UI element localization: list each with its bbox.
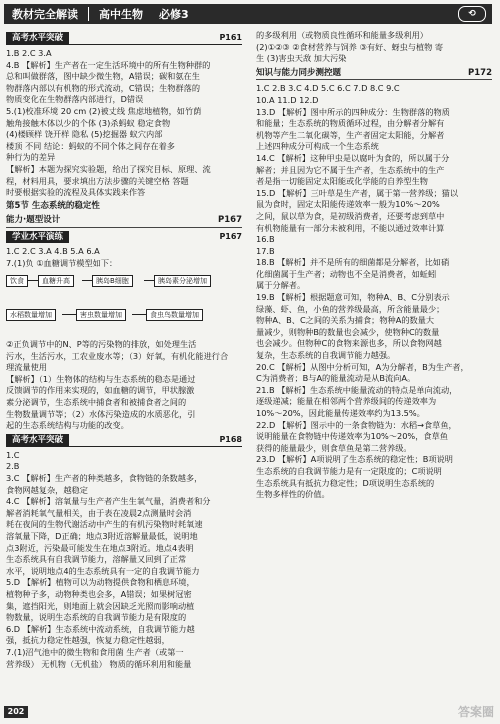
answer-line: 1.C 2.B 3.C 4.D 5.C 6.C 7.D 8.C 9.C: [256, 83, 400, 94]
answer-line: 13.D 【解析】图中所示的四种成分：生物群落的物质: [256, 106, 450, 117]
answer-line: 18.B 【解析】并不是所有的细菌都是分解者，比如硝: [256, 257, 450, 268]
answer-line: 2.B: [6, 461, 20, 472]
header-divider: [88, 7, 89, 21]
diagram-arrow: [132, 314, 146, 315]
section-label: 学业水平演练: [6, 231, 69, 243]
subsection-page-ref: P167: [218, 215, 242, 226]
logo-icon: ⟲: [458, 6, 486, 22]
feedback-diagram: [6, 271, 242, 337]
section-page-ref: P161: [219, 33, 242, 43]
section-head: [256, 68, 492, 81]
answer-line: 也会减少。但物种C的食物来源也多，所以食物网越: [256, 338, 442, 349]
answer-line: 楼顶 不同 结论：蚂蚁的不同个体之间存在着多: [6, 140, 175, 151]
section-bar: [6, 434, 242, 447]
answer-line: 10.A 11.D 12.D: [256, 94, 319, 105]
answer-line: 21.B 【解析】生态系统中能量流动的特点是单向流动，: [256, 384, 458, 395]
answer-line: 点3附近，污染最可能发生在地点3附近。地点4表明: [6, 542, 194, 553]
answer-line: C为消费者；B与A的能量流动是从B流向A。: [256, 373, 416, 384]
section-label: 高考水平突破: [6, 32, 69, 44]
diagram-box: 水稻数量增加: [6, 309, 56, 321]
diagram-arrow: [82, 280, 92, 281]
section-bar: [6, 32, 242, 45]
subject-title: 高中生物: [99, 8, 143, 21]
diagram-box: 害虫数量增加: [76, 309, 126, 321]
answer-line: 营养级） 无机物（无机盐） 物质的循环利用和能量: [6, 658, 192, 669]
section-label: 知识与能力同步测控题: [256, 67, 342, 78]
answer-line: 解者消耗氧气量相关，由于表在凌晨2点测量时会消: [6, 507, 192, 518]
answer-line: 20.C 【解析】从图中分析可知，A为分解者，B为生产者，: [256, 361, 469, 372]
answer-line: 22.D 【解析】图示中的一条食物链为：水稻→食草鱼，: [256, 419, 457, 430]
answer-line: 水平，说明地点4的生态系统具有一定的自我调节能力: [6, 565, 200, 576]
section-page-ref: P167: [219, 232, 242, 242]
answer-line: 属于分解者。: [256, 280, 306, 291]
answer-line: 5.(1)校准环境 20 cm (2)被丈线 焦虑地植物，如竹荫: [6, 105, 202, 116]
diagram-box: 胰岛素分泌增加: [154, 275, 211, 287]
answer-line: (4)楼顾样 饶开样 隐私 (5)挖掘器 蚁穴内部: [6, 129, 163, 140]
section-page-ref: P168: [219, 435, 242, 445]
diagram-arrow: [144, 280, 154, 281]
answer-line: 机物等产生二氧化碳等，生产者固定太阳能，分解者: [256, 129, 445, 140]
answer-line: 4.B 【解析】生产者在一定生活环境中的所有生物种群的: [6, 59, 211, 70]
chapter-title: 第5节 生态系统的稳定性: [6, 200, 100, 211]
section-bar: [6, 231, 242, 243]
answer-line: 有机物能量有一部分未被利用，不能以通过效率计算: [256, 222, 445, 233]
page-number: 202: [4, 706, 28, 718]
answer-line: 生 (3)害虫天敌 加大污染: [256, 53, 347, 64]
diagram-box: 食虫鸟数量增加: [146, 309, 203, 321]
answer-block: [6, 48, 242, 199]
answer-line: 物种A、B、C之间的关系为捕食；物种A的数量大: [256, 315, 435, 326]
answer-line: ②正负调节中的N、P等的污染物的排放，如处理生活: [6, 339, 197, 350]
answer-line: 的多级利用（或物质良性循环和能量多级利用）: [256, 30, 428, 40]
answer-line: 7.(1)沼气池中的微生物和食用菌 生产者（或第一: [6, 646, 184, 657]
answer-line: 生物多样性的价值。: [256, 489, 330, 500]
answer-line: 1.C: [6, 449, 20, 460]
answer-line: 3.C 【解析】生产者的种类越多，食物链的条数越多，: [6, 473, 203, 484]
answer-line: 1.B 2.C 3.A: [6, 48, 52, 58]
answer-line: 1.C 2.C 3.A 4.B 5.A 6.A: [6, 245, 100, 256]
answer-line: 上述四种成分可构成一个生态系统: [256, 141, 379, 152]
answer-line: 溶氧量下降，D正确；地点3附近溶解量最低，说明地: [6, 531, 198, 541]
answer-line: 逐级递减；能量在相邻两个营养级间的传递效率为: [256, 396, 437, 407]
answer-line: 物群落内部以有机物的形式流动，C错误；生物群落的: [6, 82, 201, 93]
answer-line: 16.B: [256, 234, 275, 245]
answer-line: 14.C 【解析】这种甲虫是以腐叶为食的，所以属于分: [256, 152, 450, 163]
answer-line: 和能量；生态系统的物质循环过程，由分解者分解有: [256, 118, 445, 129]
answer-line: 程，材料用具，要求填出方法步骤的关键空格 答题: [6, 175, 189, 186]
right-column: [256, 30, 492, 501]
answer-line: 之间，鼠以草为食，是初级消费者，还要考虑到草中: [256, 210, 445, 221]
page-header: [4, 4, 492, 24]
answer-line: 耗在夜间的生物代谢活动中产生的有机污染物时耗氧速: [6, 519, 203, 530]
answer-line: 起的生态系统结构与功能的改变。: [6, 420, 129, 431]
answer-line: 5.D 【解析】植物可以为动物提供食物和栖息环境，: [6, 577, 195, 588]
answer-line: 鼠为食时，固定太阳能传递效率一般为10%～20%: [256, 199, 440, 210]
answer-line: 总和叫做群落，图中缺少微生物，A错误；碳和氨在生: [6, 71, 200, 82]
answer-line: 集，遮挡阳光，则地面上就会因缺乏光照而影响动植: [6, 600, 195, 611]
diagram-box: 血糖升高: [38, 275, 74, 287]
answer-line: (2)①②③ ②食材营养与饲养 ③有好、蚜虫与植物 寄: [256, 41, 444, 52]
answer-line: 绿藻、虾、鱼，小鱼的营养级最高，所含能量最少；: [256, 303, 445, 314]
answer-line: 17.B: [256, 245, 275, 256]
section-label: 高考水平突破: [6, 434, 69, 446]
answer-line: 化细菌属于生产者；动物也不全是消费者，如蚯蚓: [256, 268, 437, 279]
answer-line: 复杂，生态系统的自我调节能力越强。: [256, 350, 396, 361]
diagram-box: 胰岛B细胞: [92, 275, 133, 287]
answer-line: 19.B 【解析】根据题意可知，物种A、B、C分别表示: [256, 292, 450, 303]
answer-line: 种行为的差异: [6, 152, 56, 163]
diagram-arrow: [28, 280, 38, 281]
answer-line: 10%～20%，因此能量传递效率约为13.5%。: [256, 408, 425, 418]
answer-line: 生态系统的自我调节能力是有一定限度的；C项说明: [256, 465, 442, 476]
answer-line: 物数量，说明生态系统的自我调节能力是有限度的: [6, 612, 187, 623]
answer-line: 反馈调节的作用来实现的，如血糖的调节，甲状腺激: [6, 385, 195, 396]
answer-line: 理流量使用: [6, 362, 47, 373]
answer-line: 4.C 【解析】溶氧量与生产者产生生氧气量，消费者和分: [6, 496, 211, 507]
watermark-logo: 答案圈: [457, 705, 494, 719]
subsection-head: [6, 215, 242, 228]
left-column: [6, 30, 242, 670]
answer-line: 解者；并且因为它不属于生产者，生态系统中的生产: [256, 164, 445, 175]
answer-line: 素分泌调节，生态系统中捕食者和被捕食者之间的: [6, 397, 187, 408]
answer-line: 量减少，则物种B的数量也会减少，使物种C的数量: [256, 326, 440, 337]
answer-line: 生态系统具有自我调节能力，溶解量又回到了正常: [6, 554, 187, 565]
brand-title: 教材完全解读: [12, 8, 78, 21]
answer-line: 者是指一切能固定太阳能或化学能的自养型生物: [256, 176, 428, 187]
answer-line: 植物种子多，动物种类也会多，A错误；如果树冠密: [6, 588, 192, 599]
volume-title: 必修3: [159, 8, 189, 21]
answer-line: 6.D 【解析】生态系统中流动系统，自我调节能力越: [6, 623, 195, 634]
answer-line: 食物网越复杂，越稳定: [6, 484, 88, 495]
answer-line: 说明能量在食物链中传递效率为10%～20%，食草鱼: [256, 431, 448, 442]
answer-line: 7.(1)负 ①血糖调节模型如下：: [6, 257, 118, 268]
answer-line: 强，抵抗力稳定性越强，恢复力稳定性越弱，: [6, 635, 170, 646]
answer-line: 物质变化在生物群落内部进行，D错误: [6, 94, 144, 105]
diagram-box: 饮食: [6, 275, 28, 287]
section-page-ref: P172: [468, 67, 492, 78]
subsection-label: 能力·题型设计: [6, 215, 61, 226]
answer-line: 15.D 【解析】三叶草是生产者，属于第一营养级；猫以: [256, 187, 459, 198]
answer-line: 触角接触木体以少的个体 (3)杀蚂蚁 稳定食物: [6, 117, 171, 128]
answer-line: 污水，生活污水，工农业废水等；（3）好氧，有机化能进行合: [6, 350, 229, 361]
answer-line: 获得的能量最少，则食草鱼是第二营养级。: [256, 442, 412, 453]
answer-line: 生态系统具有抵抗力稳定性；D项说明生态系统的: [256, 477, 435, 488]
diagram-arrow: [62, 314, 76, 315]
answer-line: 生物数量调节等；（2）水体污染造成的水质恶化，引: [6, 408, 196, 419]
answer-line: 【解析】本题为探究实验题，给出了探究目标、原理、流: [6, 163, 211, 174]
answer-line: 【解析】（1）生物体的结构与生态系统的稳态是通过: [6, 373, 196, 384]
answer-line: 23.D 【解析】A项说明了生态系统的稳定性；B项说明: [256, 454, 453, 465]
answer-line: 时要根据实验的流程及具体实践来作答: [6, 187, 146, 198]
